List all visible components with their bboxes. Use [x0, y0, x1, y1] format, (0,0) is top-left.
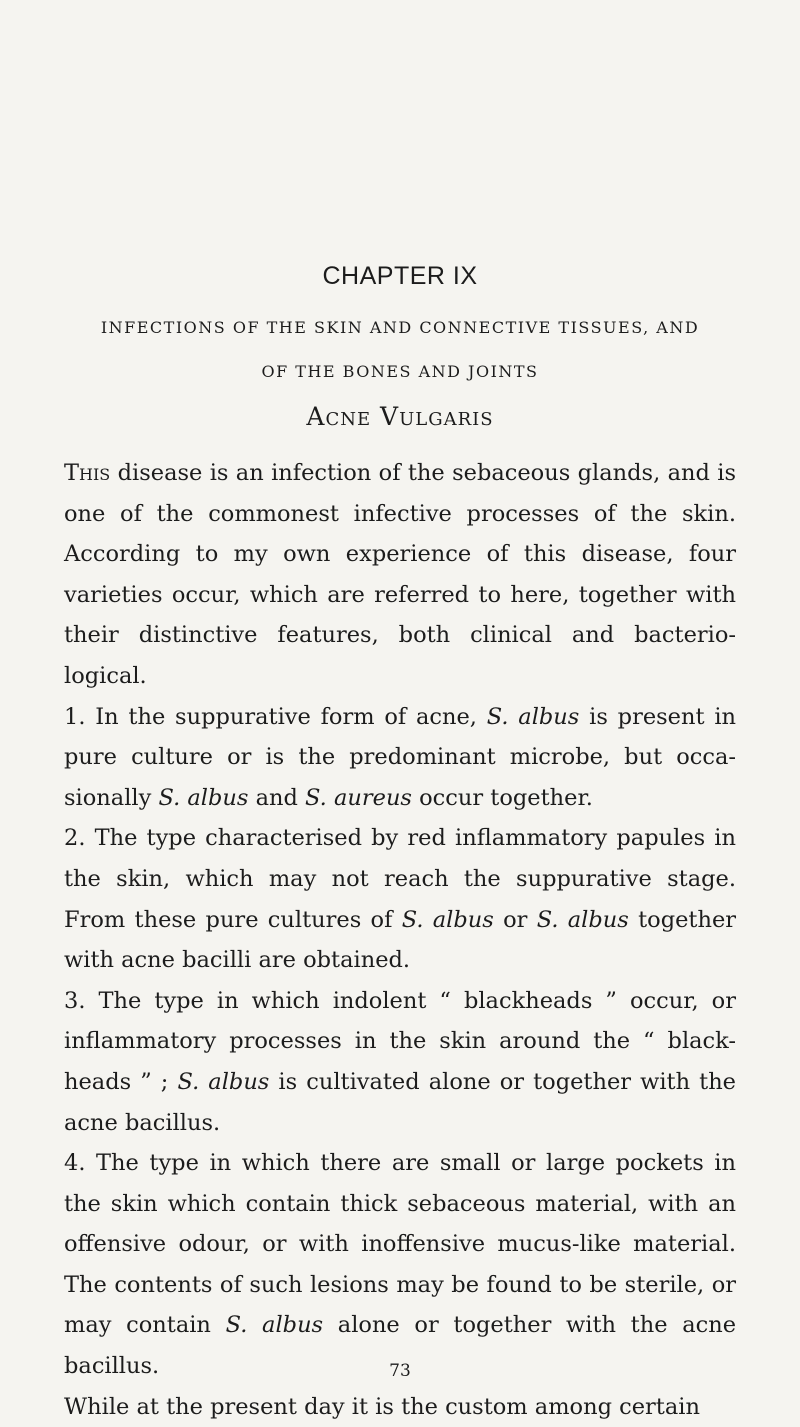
variety-1-text-b: is present in pure culture or is the predominant microbe, but occa-sionally — [64, 703, 737, 811]
page-number: 73 — [389, 1361, 411, 1381]
section-title: Acne Vulgaris — [306, 402, 494, 431]
variety-4-text-b: alone or together with the acne bacillus. — [64, 1312, 737, 1380]
variety-2-text-b: or — [493, 906, 537, 933]
chapter-heading: CHAPTER IX — [322, 262, 478, 290]
variety-3-text-b: is cultivated alone or together with the acne bacillus. — [64, 1068, 737, 1136]
organism-name: S. albus — [401, 906, 494, 933]
closing-paragraph: While at the present day it is the custom among certain — [64, 1393, 700, 1420]
body-text — [64, 453, 736, 1427]
organism-name: S. albus — [536, 906, 629, 933]
variety-2-paragraph — [64, 818, 736, 980]
organism-name: S. albus — [158, 784, 249, 811]
intro-text: disease is an infection of the sebaceous glands, and is one of the commonest infective processes of the skin. According to my own experience of this disease, four varieties occur, which are referred to here, together with their distinctive features, both clinical and bacterio-logical. — [64, 460, 736, 689]
chapter-subtitle-line-2: OF THE BONES AND JOINTS — [261, 362, 539, 381]
variety-3-text-a: 3. The type in which indolent “ blackheads ” occur, or inflammatory processes in the skin around the “ black-heads ” ; — [64, 987, 736, 1095]
variety-1-text-a: 1. In the suppurative form of acne, — [64, 703, 487, 730]
variety-1-paragraph — [64, 697, 736, 819]
variety-2-text-a: 2. The type characterised by red inflammatory papules in the skin, which may not reach the suppurative stage. From these pure cultures of — [64, 825, 736, 933]
variety-1-text-d: occur together. — [411, 784, 593, 811]
organism-name: S. albus — [177, 1068, 270, 1095]
intro-paragraph — [64, 453, 736, 697]
variety-4-text-a: 4. The type in which there are small or large pockets in the skin which contain thick sebaceous material, with an offensive odour, or with inoffensive mucus-like material. The contents of such lesions may be found to be sterile, or may contain — [64, 1150, 736, 1339]
intro-lead-word: This — [64, 460, 111, 486]
organism-name: S. aureus — [305, 784, 412, 811]
chapter-subtitle-line-1: INFECTIONS OF THE SKIN AND CONNECTIVE TISSUES, AND — [100, 318, 700, 337]
organism-name: S. albus — [486, 703, 580, 730]
variety-2-text-c: together with acne bacilli are obtained. — [64, 906, 737, 974]
organism-name: S. albus — [225, 1312, 324, 1339]
variety-4-paragraph — [64, 1143, 736, 1387]
variety-3-paragraph — [64, 981, 736, 1143]
variety-1-text-c: and — [248, 784, 306, 811]
